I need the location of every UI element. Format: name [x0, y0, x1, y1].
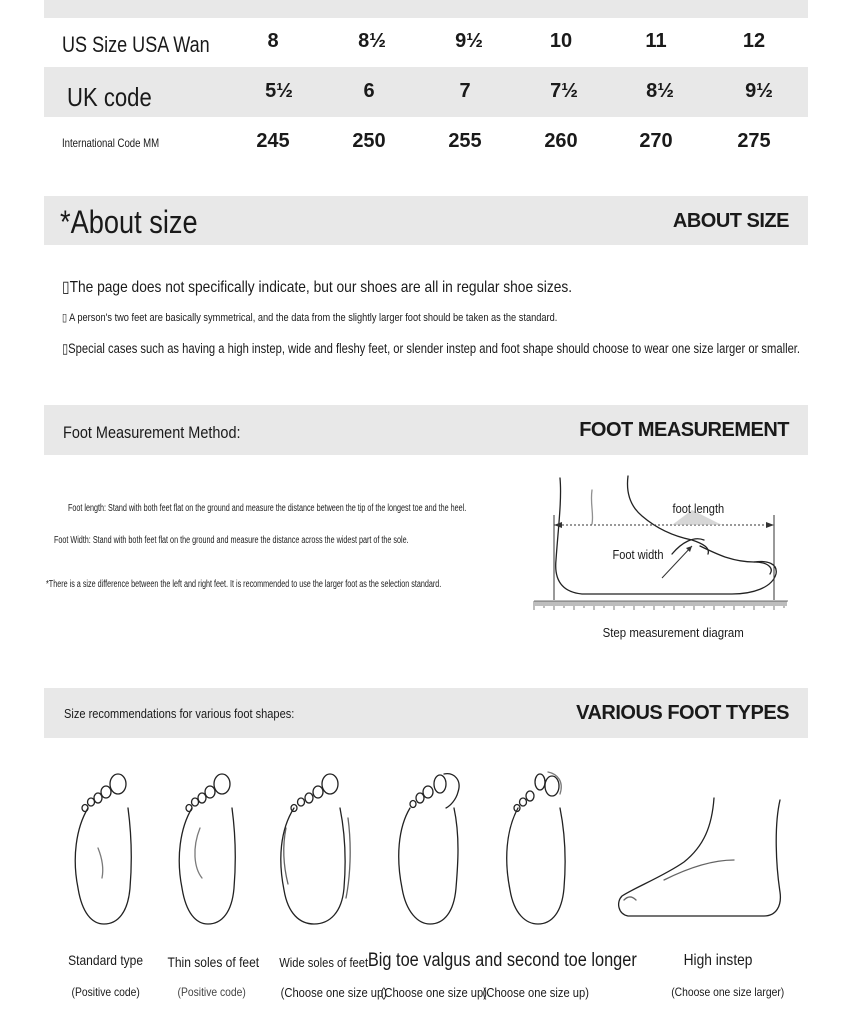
table-cell: 6	[363, 80, 375, 102]
foot-type-name: Standard type	[68, 952, 144, 968]
foot-type-advice: (Choose one size up)	[380, 985, 487, 1000]
foot-length-instruction: Foot length: Stand with both feet flat on the ground and measure the distance between the tip of the longest toe and the heel.	[68, 503, 467, 514]
table-cell: 255	[448, 130, 482, 152]
foot-icon-high-instep	[614, 796, 794, 926]
table-cell: 260	[544, 130, 578, 152]
table-cell: 11	[645, 30, 667, 52]
table-cell: 10	[549, 30, 573, 52]
foot-width-label: Foot width	[612, 547, 664, 562]
row-label-international-mm: International Code MM	[62, 136, 160, 150]
foot-type-advice: (Positive code)	[71, 985, 140, 999]
table-cell: 8½	[358, 30, 386, 52]
row-label-us-size: US Size USA Wan	[62, 32, 210, 57]
foot-type-advice: (Choose one size up)	[482, 985, 589, 1000]
foot-measurement-diagram	[532, 470, 792, 620]
about-note: ▯The page does not specifically indicate, but our shoes are all in regular shoe sizes.	[62, 279, 573, 296]
table-row-uk-band	[44, 67, 808, 117]
size-difference-note: *There is a size difference between the left and right feet. It is recommended to use the larger foot as the selection standard.	[46, 579, 442, 590]
table-top-band	[44, 0, 808, 18]
foot-icon-wide-sole	[276, 768, 356, 928]
table-cell: 245	[256, 130, 290, 152]
table-cell: 275	[737, 130, 771, 152]
foot-measurement-title-en: FOOT MEASUREMENT	[579, 419, 789, 441]
row-label-uk-code: UK code	[67, 82, 152, 112]
foot-type-advice: (Choose one size up)	[280, 985, 387, 1000]
table-cell: 7	[459, 80, 471, 102]
about-note: ▯Special cases such as having a high instep, wide and fleshy feet, or slender instep and foot shape should choose to wear one size larger or smaller.	[62, 341, 801, 356]
foot-type-name: Wide soles of feet	[279, 955, 369, 970]
foot-length-label: foot length	[672, 501, 725, 516]
foot-type-advice: (Choose one size larger)	[671, 985, 785, 999]
diagram-caption: Step measurement diagram	[602, 625, 744, 640]
table-cell: 7½	[550, 80, 578, 102]
foot-type-name: Thin soles of feet	[167, 954, 260, 970]
table-cell: 12	[742, 30, 766, 52]
table-cell: 9½	[455, 30, 483, 52]
table-cell: 250	[352, 130, 386, 152]
ruler	[534, 601, 788, 610]
table-cell: 8½	[646, 80, 674, 102]
foot-types-title: Size recommendations for various foot shapes:	[64, 706, 295, 721]
foot-icon-big-toe-valgus	[392, 766, 472, 928]
foot-icon-thin-sole	[172, 768, 242, 928]
foot-measurement-title: Foot Measurement Method:	[63, 423, 241, 442]
foot-icon-standard	[68, 768, 138, 928]
table-cell: 8	[267, 30, 279, 52]
about-size-title-en: ABOUT SIZE	[672, 210, 789, 232]
about-note: ▯ A person's two feet are basically symmetrical, and the data from the slightly larger foot should be taken as the standard.	[62, 312, 558, 324]
foot-type-name: Big toe valgus and second toe longer	[367, 950, 637, 971]
foot-icon-second-toe-longer	[500, 768, 580, 928]
foot-type-advice: (Positive code)	[177, 985, 246, 999]
foot-types-title-en: VARIOUS FOOT TYPES	[576, 702, 789, 724]
foot-width-instruction: Foot Width: Stand with both feet flat on the ground and measure the distance across the widest part of the sole.	[54, 535, 409, 546]
table-cell: 5½	[265, 80, 293, 102]
table-cell: 270	[639, 130, 673, 152]
table-cell: 9½	[745, 80, 773, 102]
foot-type-name: High instep	[683, 952, 753, 969]
about-size-title: *About size	[60, 204, 198, 240]
